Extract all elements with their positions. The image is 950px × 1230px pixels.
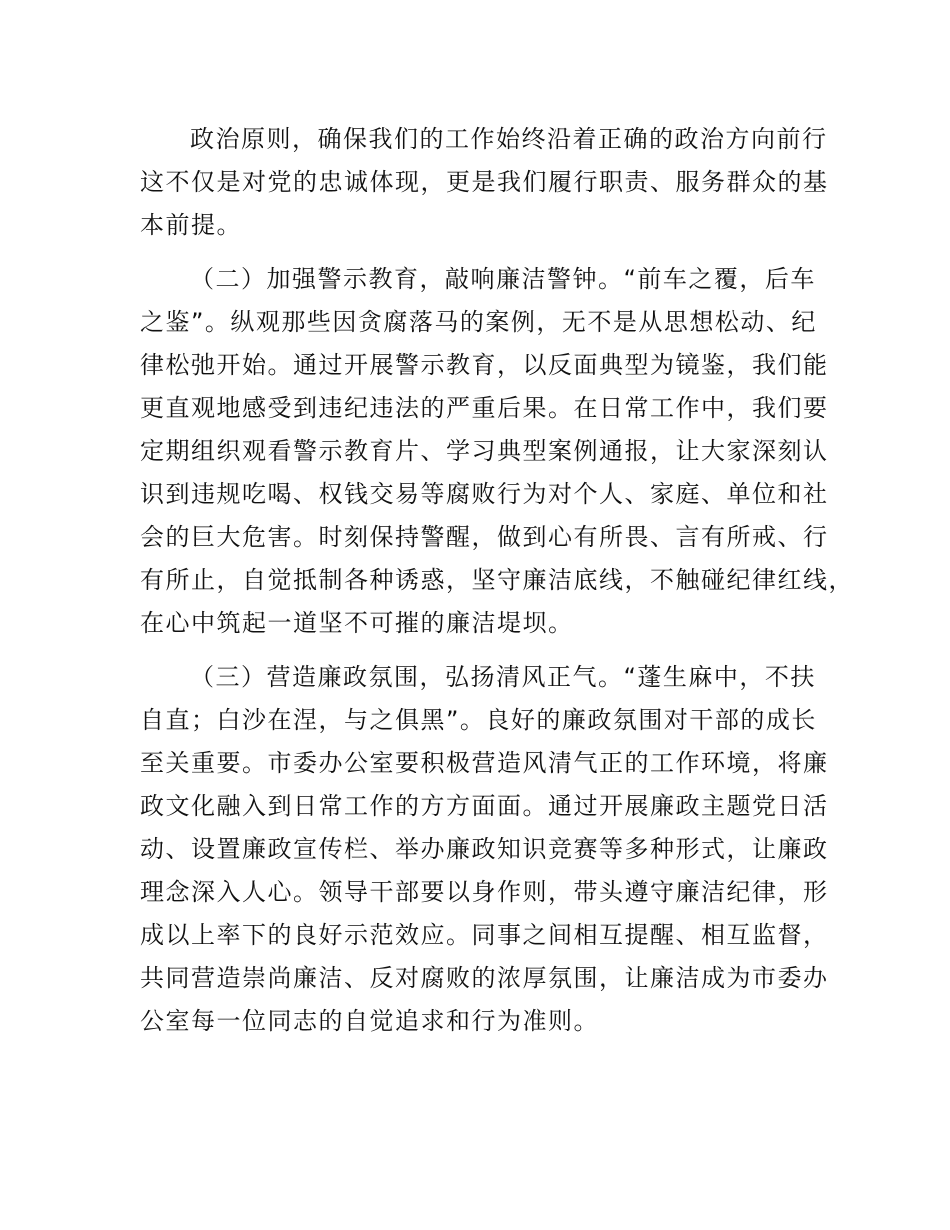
paragraph-line: 会的巨大危害。时刻保持警醒，做到心有所畏、言有所戒、行	[140, 523, 829, 551]
paragraph-line: 政文化融入到日常工作的方方面面。通过开展廉政主题党日活	[140, 792, 829, 820]
paragraph-line: （二）加强警示教育，敲响廉洁警钟。“前车之覆，后车	[190, 265, 816, 293]
paragraph-1	[140, 118, 830, 247]
paragraph-2	[140, 258, 854, 645]
paragraph-line: （三）营造廉政氛围，弘扬清风正气。“蓬生麻中，不扶	[190, 663, 816, 691]
paragraph-line: 成以上率下的良好示范效应。同事之间相互提醒、相互监督，	[140, 921, 829, 949]
paragraph-line: 更直观地感受到违纪违法的严重后果。在日常工作中，我们要	[140, 394, 829, 422]
paragraph-line: 有所止，自觉抵制各种诱惑，坚守廉洁底线，不触碰纪律红线，	[140, 566, 854, 594]
paragraph-line: 在心中筑起一道坚不可摧的廉洁堤坝。	[140, 609, 574, 637]
paragraph-line: 律松弛开始。通过开展警示教育，以反面典型为镜鉴，我们能	[140, 351, 829, 379]
paragraph-line: 理念深入人心。领导干部要以身作则，带头遵守廉洁纪律，形	[140, 878, 829, 906]
document-body	[140, 118, 854, 1043]
paragraph-3	[140, 656, 830, 1043]
paragraph-line: 本前提。	[140, 211, 242, 239]
paragraph-line: 这不仅是对党的忠诚体现，更是我们履行职责、服务群众的基	[140, 168, 829, 196]
paragraph-line: 动、设置廉政宣传栏、举办廉政知识竞赛等多种形式，让廉政	[140, 835, 829, 863]
paragraph-line: 政治原则，确保我们的工作始终沿着正确的政治方向前行	[190, 125, 828, 153]
paragraph-line: 定期组织观看警示教育片、学习典型案例通报，让大家深刻认	[140, 437, 829, 465]
paragraph-line: 至关重要。市委办公室要积极营造风清气正的工作环境，将廉	[140, 749, 829, 777]
paragraph-line: 识到违规吃喝、权钱交易等腐败行为对个人、家庭、单位和社	[140, 480, 829, 508]
paragraph-line: 自直；白沙在涅，与之俱黑”。良好的廉政氛围对干部的成长	[140, 706, 817, 734]
paragraph-line: 共同营造崇尚廉洁、反对腐败的浓厚氛围，让廉洁成为市委办	[140, 964, 829, 992]
paragraph-line: 公室每一位同志的自觉追求和行为准则。	[140, 1007, 599, 1035]
paragraph-line: 之鉴”。纵观那些因贪腐落马的案例，无不是从思想松动、纪	[140, 308, 817, 336]
